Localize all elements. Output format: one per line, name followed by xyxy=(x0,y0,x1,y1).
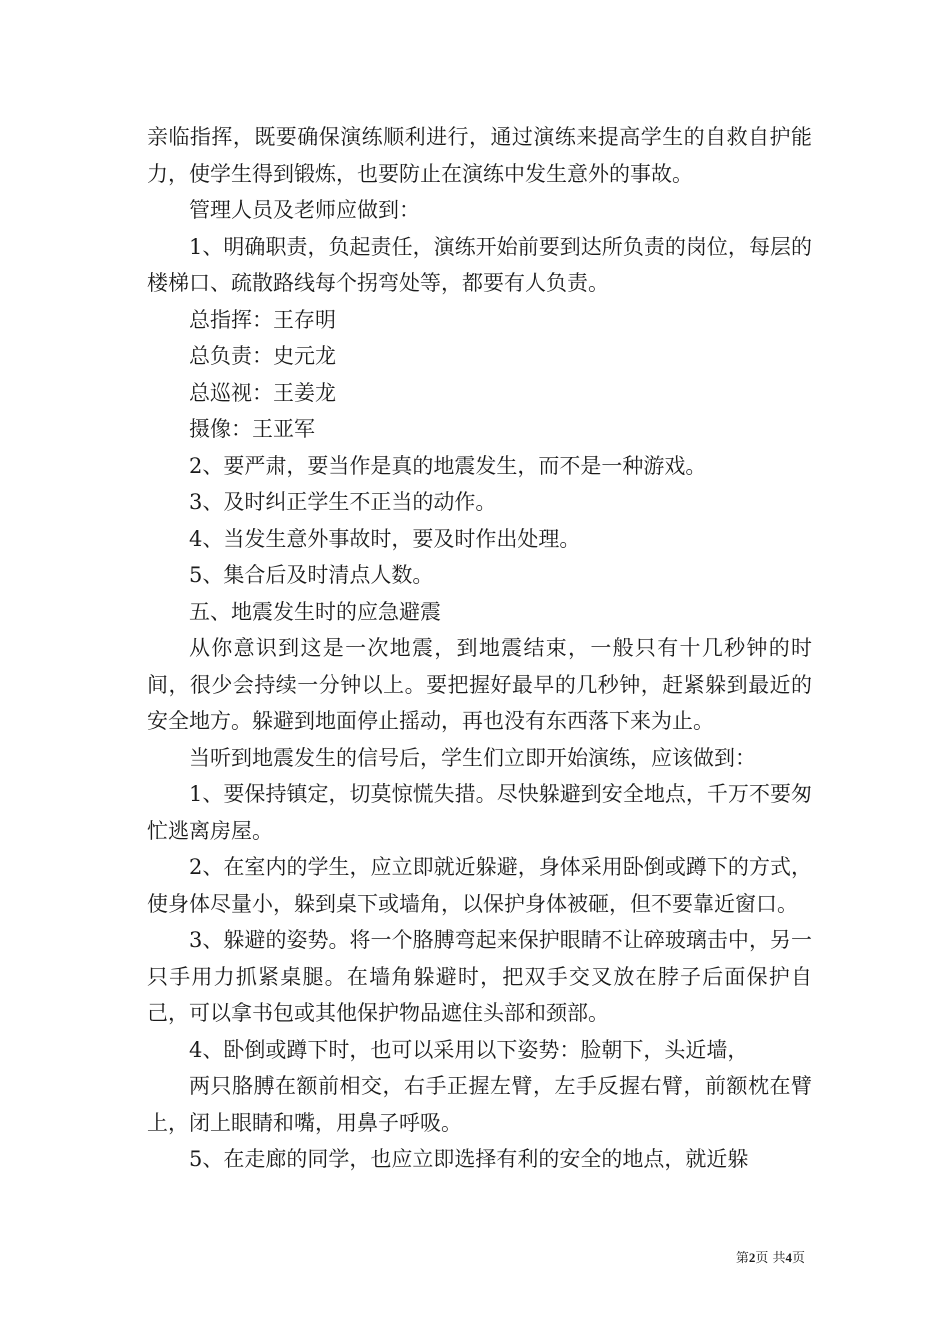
paragraph: 4、卧倒或蹲下时，也可以采用以下姿势：脸朝下，头近墙， xyxy=(189,1037,749,1062)
paragraph: 3、躲避的姿势。将一个胳膊弯起来保护眼睛不让碎玻璃击中，另一只手用力抓紧桌腿。在墙角躲避时，把双手交叉放在脖子后面保护自己，可以拿书包或其他保护物品遮住头部和颈部。 xyxy=(147,928,812,1025)
paragraph: 从你意识到这是一次地震，到地震结束，一般只有十几秒钟的时间，很少会持续一分钟以上。要把握好最早的几秒钟，赶紧躲到最近的安全地方。躲避到地面停止摇动，再也没有东西落下来为止。 xyxy=(147,636,812,733)
paragraph: 总巡视：王姜龙 xyxy=(189,380,336,405)
paragraph: 总负责：史元龙 xyxy=(189,344,336,368)
paragraph: 2、在室内的学生，应立即就近躲避，身体采用卧倒或蹲下的方式，使身体尽量小，躲到桌下或墙角，以保护身体被砸，但不要靠近窗口。 xyxy=(147,855,812,916)
footer-prefix: 第 xyxy=(735,1251,749,1266)
paragraph: 管理人员及老师应做到： xyxy=(189,198,420,222)
total-page-number: 4 xyxy=(785,1250,792,1265)
paragraph: 4、当发生意外事故时，要及时作出处理。 xyxy=(189,526,581,551)
paragraph: 1、明确职责，负起责任，演练开始前要到达所负责的岗位，每层的楼梯口、疏散路线每个拐弯处等，都要有人负责。 xyxy=(147,234,812,295)
paragraph: 总指挥：王存明 xyxy=(189,307,336,332)
paragraph: 5、在走廊的同学，也应立即选择有利的安全的地点，就近躲 xyxy=(189,1147,749,1171)
paragraph: 2、要严肃，要当作是真的地震发生，而不是一种游戏。 xyxy=(189,453,707,478)
page-footer xyxy=(736,1247,805,1266)
current-page-number: 2 xyxy=(748,1250,756,1265)
paragraph: 当听到地震发生的信号后，学生们立即开始演练，应该做到： xyxy=(189,745,756,770)
paragraph: 3、及时纠正学生不正当的动作。 xyxy=(189,490,497,514)
document-body xyxy=(147,119,812,1178)
paragraph: 亲临指挥，既要确保演练顺利进行，通过演练来提高学生的自救自护能力，使学生得到锻炼，也要防止在演练中发生意外的事故。 xyxy=(147,125,812,186)
paragraph: 1、要保持镇定，切莫惊慌失措。尽快躲避到安全地点，千万不要匆忙逃离房屋。 xyxy=(147,782,812,843)
footer-middle: 页 共 xyxy=(755,1251,786,1266)
paragraph: 两只胳膊在额前相交，右手正握左臂，左手反握右臂，前额枕在臂上，闭上眼睛和嘴，用鼻子呼吸。 xyxy=(147,1074,812,1135)
paragraph: 5、集合后及时清点人数。 xyxy=(189,563,434,587)
footer-suffix: 页 xyxy=(791,1251,805,1266)
paragraph: 摄像：王亚军 xyxy=(189,417,315,441)
paragraph: 五、地震发生时的应急避震 xyxy=(189,599,441,624)
